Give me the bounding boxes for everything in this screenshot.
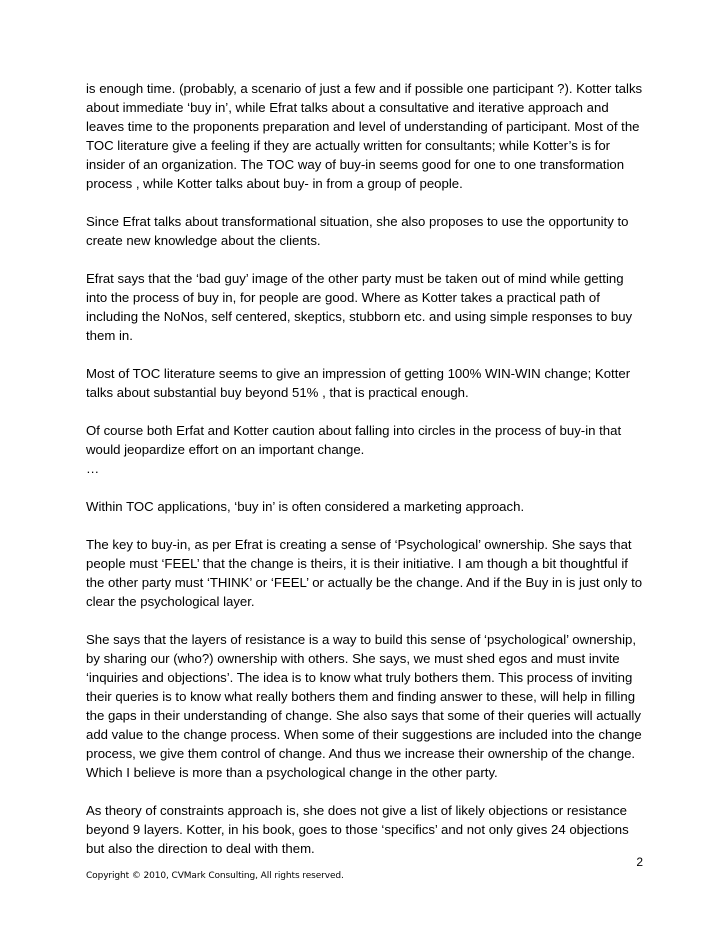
ellipsis-line: … (86, 461, 100, 476)
paragraph-2: Since Efrat talks about transformational situation, she also proposes to use the opportunity to create new knowledge about the clients. (86, 214, 629, 248)
paragraph-6: Within TOC applications, ‘buy in’ is often considered a marketing approach. (86, 499, 525, 514)
paragraph-5: Of course both Erfat and Kotter caution about falling into circles in the process of buy-in that would jeopardize effort on an important change. (86, 423, 622, 457)
paragraph-4: Most of TOC literature seems to give an impression of getting 100% WIN-WIN change; Kotter talks about substantial buy beyond 51% , that is practical enough. (86, 366, 631, 400)
page-number: 2 (636, 855, 643, 869)
paragraph-3: Efrat says that the ‘bad guy’ image of the other party must be taken out of mind while getting into the process of buy in, for people are good. Where as Kotter takes a practical path of including the NoNos, self centered, skeptics, stubborn etc. and using simple responses to buy them in. (86, 271, 633, 343)
paragraph-8: She says that the layers of resistance is a way to build this sense of ‘psychological’ ownership, by sharing our (who?) ownership with others. She says, we must shed egos and must invite ‘inquiries and objections’. The idea is to know what truly bothers them. This process of inviting their queries is to know what really bothers them and finding answer to these, will help in filling the gaps in their understanding of change. She also says that some of their queries will actually add value to the change process. When some of their suggestions are included into the change process, we give them control of change. And thus we increase their ownership of the change. Which I believe is more than a psychological change in the other party. (86, 632, 642, 780)
copyright-footer: Copyright © 2010, CVMark Consulting, All rights reserved. (86, 871, 344, 881)
paragraph-9: As theory of constraints approach is, she does not give a list of likely objections or resistance beyond 9 layers. Kotter, in his book, goes to those ‘specifics’ and not only gives 24 objections but also the direction to deal with them. (86, 803, 629, 856)
paragraph-7: The key to buy-in, as per Efrat is creating a sense of ‘Psychological’ ownership. She says that people must ‘FEEL’ that the change is theirs, it is their initiative. I am though a bit thoughtful if the other party must ‘THINK’ or ‘FEEL’ or actually be the change. And if the Buy in is just only to clear the psychological layer. (86, 537, 643, 609)
body-text (86, 79, 656, 858)
paragraph-1: is enough time. (probably, a scenario of just a few and if possible one participant ?). Kotter talks about immediate ‘buy in’, while Efrat talks about a consultative and iterative approach and leaves time to the proponents preparation and level of understanding of participant. Most of the TOC literature give a feeling if they are actually written for consultants; while Kotter’s is for insider of an organization. The TOC way of buy-in seems good for one to one transformation process , while Kotter talks about buy- in from a group of people. (86, 81, 643, 191)
